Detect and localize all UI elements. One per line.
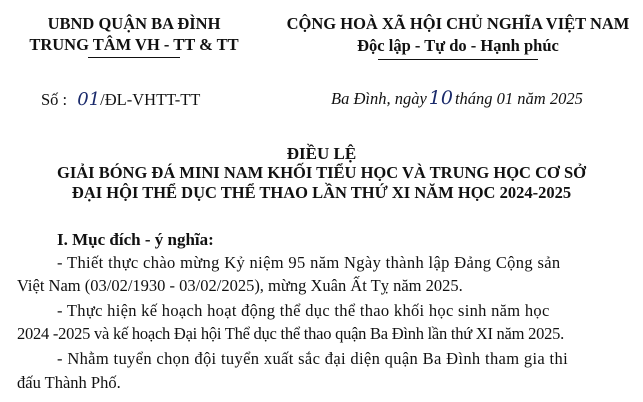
agency-name: UBND QUẬN BA ĐÌNH <box>47 14 221 33</box>
paragraph-2-line-2: 2024 -2025 và kế hoạch Đại hội Thể dục thể thao quận Ba Đình lần thứ XI năm 2025. <box>17 324 564 343</box>
document-number-prefix: Số : <box>41 90 68 109</box>
paragraph-2-line-1: - Thực hiện kế hoạch hoạt động thể dục thể thao khối học sinh năm học <box>57 301 550 320</box>
national-title: CỘNG HOÀ XÃ HỘI CHỦ NGHĨA VIỆT NAM <box>286 14 630 33</box>
document-subtitle-line1: GIẢI BÓNG ĐÁ MINI NAM KHỐI TIỂU HỌC VÀ TRUNG HỌC CƠ SỞ <box>57 163 586 182</box>
paragraph-3-line-2: đấu Thành Phố. <box>17 373 121 392</box>
date-day-handwritten: 10 <box>428 87 453 109</box>
document-title: ĐIỀU LỆ <box>286 144 357 163</box>
document-subtitle-line2: ĐẠI HỘI THỂ DỤC THỂ THAO LẦN THỨ XI NĂM HỌC 2024-2025 <box>71 183 572 202</box>
paragraph-1-line-2: Việt Nam (03/02/1930 - 03/02/2025), mừng Xuân Ất Tỵ năm 2025. <box>17 276 463 295</box>
paragraph-1-line-1: - Thiết thực chào mừng Kỷ niệm 95 năm Ngày thành lập Đảng Cộng sản <box>57 253 561 272</box>
paragraph-3-line-1: - Nhằm tuyển chọn đội tuyển xuất sắc đại diện quận Ba Đình tham gia thi <box>57 349 569 368</box>
date-line <box>331 87 583 109</box>
agency-underline <box>88 57 180 58</box>
document-number-suffix: /ĐL-VHTT-TT <box>100 90 201 109</box>
section-heading: I. Mục đích - ý nghĩa: <box>57 230 214 249</box>
date-place: Ba Đình, ngày <box>331 89 427 108</box>
national-motto: Độc lập - Tự do - Hạnh phúc <box>357 36 559 55</box>
document-number-handwritten: 01 <box>77 89 101 110</box>
agency-subunit: TRUNG TÂM VH - TT & TT <box>29 35 239 54</box>
date-rest: tháng 01 năm 2025 <box>454 89 583 108</box>
document-number <box>41 89 200 110</box>
motto-underline <box>378 59 538 60</box>
